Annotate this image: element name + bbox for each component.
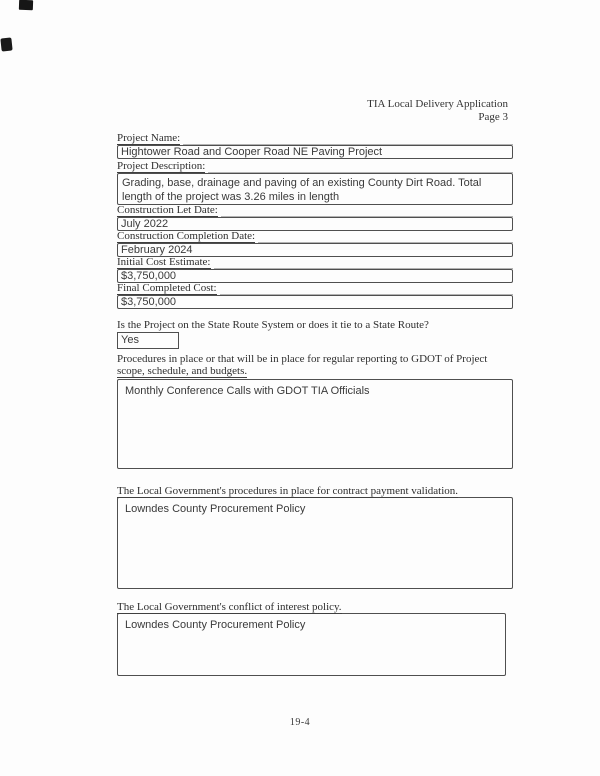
- project-description-field[interactable]: Grading, base, drainage and paving of an existing County Dirt Road. Total length of the project was 3.26 miles in length: [117, 173, 513, 205]
- ruled-line: [258, 242, 513, 243]
- scan-artifact-mark: [0, 37, 12, 51]
- ruled-line: [220, 294, 513, 295]
- document-header: [367, 98, 508, 124]
- payment-validation-field[interactable]: Lowndes County Procurement Policy: [117, 497, 513, 589]
- header-page-number: Page 3: [478, 111, 508, 123]
- scan-artifact-mark: [19, 0, 33, 10]
- construction-completion-date-label: Construction Completion Date:: [117, 230, 256, 242]
- reporting-procedures-label-line2: scope, schedule, and budgets.: [117, 365, 248, 377]
- payment-validation-label: The Local Government's procedures in place for contract payment validation.: [117, 485, 459, 497]
- initial-cost-estimate-label: Initial Cost Estimate:: [117, 256, 211, 268]
- construction-let-date-label: Construction Let Date:: [117, 204, 218, 216]
- footer-page-number: 19-4: [289, 717, 311, 728]
- construction-let-date-field[interactable]: July 2022: [117, 217, 513, 231]
- project-description-label-row: [117, 161, 513, 173]
- project-name-label: Project Name:: [117, 132, 181, 144]
- project-name-field[interactable]: Hightower Road and Cooper Road NE Paving Project: [117, 145, 513, 159]
- reporting-procedures-label-line1: Procedures in place or that will be in place for regular reporting to GDOT of Project: [117, 353, 488, 365]
- ruled-line: [221, 216, 513, 217]
- application-form: [117, 133, 513, 676]
- final-completed-cost-label: Final Completed Cost:: [117, 282, 217, 294]
- conflict-of-interest-label: The Local Government's conflict of interest policy.: [117, 601, 342, 613]
- reporting-procedures-field[interactable]: Monthly Conference Calls with GDOT TIA Officials: [117, 379, 513, 469]
- project-name-label-row: [117, 133, 513, 145]
- initial-cost-estimate-label-row: [117, 257, 513, 269]
- ruled-line: [183, 144, 513, 145]
- construction-completion-date-label-row: [117, 231, 513, 243]
- construction-let-date-label-row: [117, 205, 513, 217]
- construction-completion-date-field[interactable]: February 2024: [117, 243, 513, 257]
- project-description-label: Project Description:: [117, 160, 206, 172]
- ruled-line: [214, 268, 514, 269]
- header-title: TIA Local Delivery Application: [367, 98, 508, 110]
- conflict-of-interest-field[interactable]: Lowndes County Procurement Policy: [117, 613, 506, 676]
- state-route-answer-field[interactable]: Yes: [117, 332, 179, 349]
- state-route-question: Is the Project on the State Route System or does it tie to a State Route?: [117, 319, 429, 331]
- initial-cost-estimate-field[interactable]: $3,750,000: [117, 269, 513, 283]
- final-completed-cost-label-row: [117, 283, 513, 295]
- final-completed-cost-field[interactable]: $3,750,000: [117, 295, 513, 309]
- ruled-line: [208, 172, 513, 173]
